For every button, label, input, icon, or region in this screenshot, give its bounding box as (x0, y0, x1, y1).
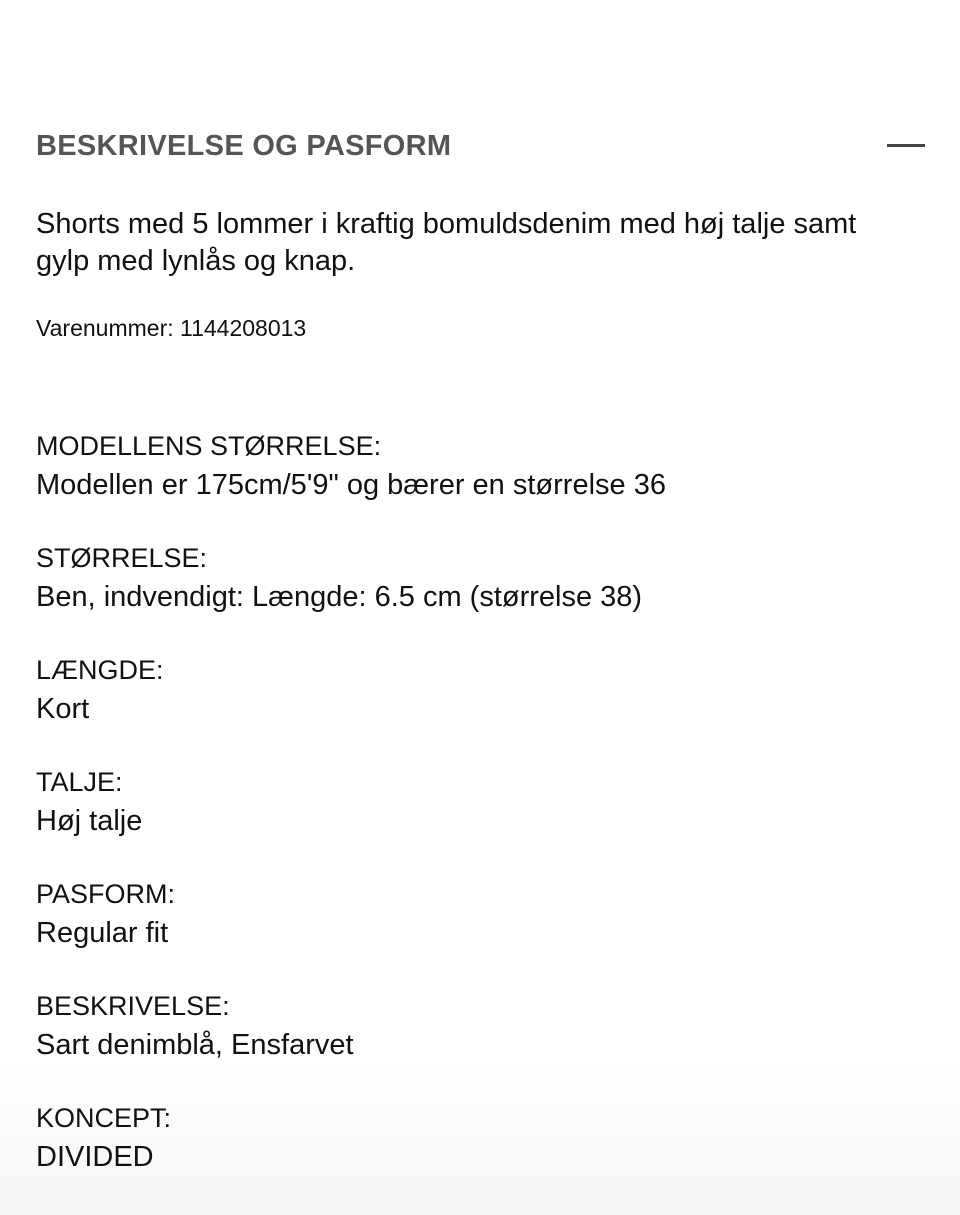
article-number: Varenummer: 1144208013 (36, 315, 307, 341)
attribute-waist (36, 764, 924, 876)
attribute-label: MODELLENS STØRRELSE: (36, 431, 382, 461)
attribute-description (36, 988, 924, 1100)
section-title: BESKRIVELSE OG PASFORM (36, 129, 452, 162)
attribute-label: LÆNGDE: (36, 655, 164, 685)
attribute-label: KONCEPT: (36, 1103, 172, 1133)
attribute-value: Modellen er 175cm/5'9" og bærer en størrelse 36 (36, 469, 666, 501)
attribute-label: STØRRELSE: (36, 543, 208, 573)
attribute-value: Kort (36, 693, 90, 725)
description-accordion-header[interactable] (36, 124, 924, 168)
product-description: Shorts med 5 lommer i kraftig bomuldsdenim med høj talje samt gylp med lynlås og knap. (36, 208, 857, 277)
attribute-list (36, 428, 924, 1212)
attribute-value: DIVIDED (36, 1141, 154, 1173)
attribute-size (36, 540, 924, 652)
attribute-value: Høj talje (36, 805, 143, 837)
attribute-value: Regular fit (36, 917, 169, 949)
attribute-length (36, 652, 924, 764)
attribute-value: Ben, indvendigt: Længde: 6.5 cm (størrelse 38) (36, 581, 643, 613)
minus-icon[interactable] (887, 134, 925, 158)
attribute-label: BESKRIVELSE: (36, 991, 230, 1021)
attribute-fit (36, 876, 924, 988)
attribute-model-size (36, 428, 924, 540)
attribute-label: PASFORM: (36, 879, 176, 909)
attribute-value: Sart denimblå, Ensfarvet (36, 1029, 354, 1061)
attribute-label: TALJE: (36, 767, 123, 797)
attribute-concept (36, 1100, 924, 1212)
